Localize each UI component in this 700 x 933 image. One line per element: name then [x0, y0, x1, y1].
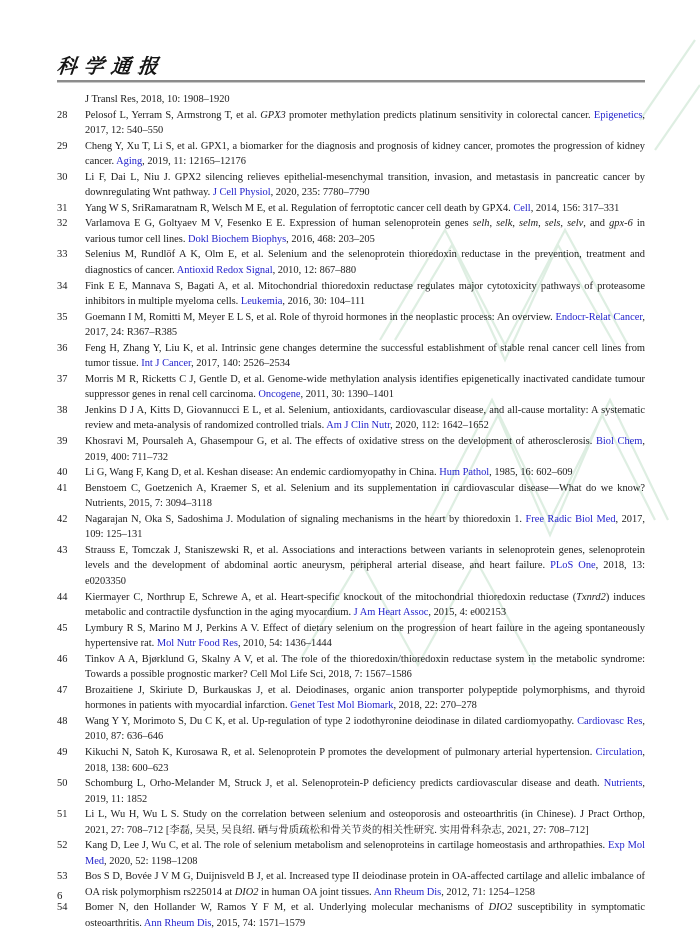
reference-item-39	[57, 434, 645, 465]
reference-item-54	[57, 900, 645, 931]
reference-segment: , 2020, 235: 7780–7790	[270, 187, 370, 199]
reference-item-51	[57, 807, 645, 838]
reference-segment: Kikuchi N, Satoh K, Kurosawa R, et al. Selenoprotein P promotes the development of pulmonary arterial hypertension.	[85, 746, 596, 758]
reference-text	[85, 838, 645, 869]
gene-name-italic: gpx-6	[609, 218, 633, 230]
reference-segment: promoter methylation predicts platinum sensitivity in colorectal cancer.	[285, 109, 594, 121]
reference-text	[85, 481, 645, 512]
reference-number: 38	[57, 404, 68, 416]
reference-segment: ,	[489, 218, 497, 230]
reference-segment: , 2017, 24: R367–R385	[85, 311, 645, 339]
reference-text	[85, 776, 645, 807]
reference-segment: Benstoem C, Goetzenich A, Kraemer S, et al. Selenium and its supplementation in cardiovascular disease—What do we know? Nutrients, 2015, 7: 3094–3118	[85, 482, 645, 510]
reference-number: 53	[57, 871, 68, 883]
journal-link[interactable]: PLoS One	[550, 560, 596, 572]
gene-name-italic: selh	[472, 218, 490, 230]
reference-item-29	[57, 139, 645, 170]
journal-link[interactable]: Hum Pathol	[439, 467, 490, 479]
journal-link[interactable]: Free Radic Biol Med	[525, 513, 616, 525]
reference-item-46	[57, 652, 645, 683]
reference-segment: Li G, Wang F, Kang D, et al. Keshan disease: An endemic cardiomyopathy in China.	[85, 467, 440, 479]
journal-link[interactable]: Dokl Biochem Biophys	[188, 233, 287, 245]
reference-text	[85, 714, 645, 745]
journal-link[interactable]: Int J Cancer	[141, 358, 192, 370]
journal-link[interactable]: Endocr-Relat Cancer	[555, 311, 643, 323]
journal-link[interactable]: Oncogene	[258, 389, 301, 401]
reference-segment: Fink E E, Mannava S, Bagati A, et al. Mitochondrial thioredoxin reductase regulates major cytotoxicity pathways of proteasome inhibitors in multiple myeloma cells.	[85, 280, 645, 308]
header-rule	[57, 80, 645, 83]
reference-segment: , 2015, 74: 1571–1579	[211, 917, 306, 929]
journal-link[interactable]: Antioxid Redox Signal	[176, 265, 273, 277]
reference-text	[85, 465, 645, 481]
journal-link[interactable]: Epigenetics	[593, 109, 643, 121]
reference-item-33	[57, 247, 645, 278]
reference-segment: Selenius M, Rundlöf A K, Olm E, et al. Selenium and the selenoprotein thioredoxin reductase in the prevention, treatment and diagnostics of cancer.	[85, 249, 645, 277]
journal-link[interactable]: Leukemia	[240, 296, 283, 308]
reference-segment: ,	[512, 218, 520, 230]
reference-item-42	[57, 512, 645, 543]
reference-segment: Kiermayer C, Northrup E, Schrewe A, et al. Heart-specific knockout of the mitochondrial thioredoxin reductase (	[85, 591, 577, 603]
reference-list	[57, 92, 645, 932]
reference-segment: , 2014, 156: 317–331	[530, 202, 620, 214]
reference-segment: Pelosof L, Yerram S, Armstrong T, et al.	[85, 109, 261, 121]
reference-number: 36	[57, 342, 68, 354]
reference-text	[85, 900, 645, 931]
reference-segment: Wang Y Y, Morimoto S, Du C K, et al. Up-regulation of type 2 iodothyronine deiodinase in dilated cardiomyopathy.	[85, 715, 578, 727]
reference-item-37	[57, 372, 645, 403]
reference-segment: , 2019, 11: 12165–12176	[142, 156, 246, 168]
reference-segment: , 2019, 400: 711–732	[85, 436, 645, 463]
journal-link[interactable]: Genet Test Mol Biomark	[290, 700, 394, 712]
reference-segment: , 2020, 112: 1642–1652	[390, 420, 489, 432]
reference-text	[85, 745, 645, 776]
reference-item-44	[57, 590, 645, 621]
gene-name-italic: selm	[519, 218, 539, 230]
reference-text	[85, 434, 645, 465]
reference-segment: in human OA joint tissues.	[258, 886, 374, 898]
reference-segment: , 2018, 138: 600–623	[85, 746, 645, 774]
gene-name-italic: selk	[496, 218, 513, 230]
reference-text	[85, 139, 645, 170]
journal-link[interactable]: J Am Heart Assoc	[353, 607, 429, 619]
reference-item-35	[57, 310, 645, 341]
gene-name-italic: DIO2	[488, 902, 513, 914]
reference-number: 40	[57, 467, 68, 479]
journal-link[interactable]: Am J Clin Nutr	[326, 420, 391, 432]
gene-name-italic: sels	[544, 218, 561, 230]
reference-number: 44	[57, 591, 68, 603]
journal-link[interactable]: Aging	[116, 156, 143, 168]
reference-number: 50	[57, 778, 68, 790]
reference-number: 30	[57, 171, 68, 183]
reference-segment: , 2017, 12: 540–550	[85, 109, 646, 137]
reference-item-49	[57, 745, 645, 776]
reference-segment: Li F, Dai L, Niu J. GPX2 silencing relieves epithelial-mesenchymal transition, invasion, and metastasis in pancreatic cancer by downregulating Wnt pathway.	[85, 171, 645, 199]
journal-link[interactable]: Nutrients	[603, 778, 643, 790]
gene-name-italic: Txnrd2	[576, 591, 606, 603]
reference-segment: , 2017, 109: 125–131	[85, 513, 645, 541]
reference-number: 37	[57, 373, 68, 385]
reference-item-53	[57, 869, 645, 900]
reference-text	[85, 92, 645, 108]
reference-segment: in various tumor cell lines.	[85, 218, 645, 245]
reference-text	[85, 403, 645, 434]
reference-segment: , 2010, 12: 867–880	[272, 265, 357, 277]
reference-item-50	[57, 776, 645, 807]
gene-name-italic: GPX3	[260, 109, 286, 121]
reference-text	[85, 279, 645, 310]
reference-segment: Morris M R, Ricketts C J, Gentle D, et al. Genome-wide methylation analysis identifies epigenetically inactivated candidate tumour suppressor genes in renal cell carcinoma.	[85, 373, 645, 401]
reference-segment: J Transl Res, 2018, 10: 1908–1920	[85, 94, 230, 105]
reference-segment: , and	[583, 218, 610, 230]
reference-number: 35	[57, 311, 68, 323]
gene-name-italic: DIO2	[234, 886, 259, 898]
reference-number: 41	[57, 482, 68, 494]
reference-segment: , 2017, 140: 2526–2534	[191, 358, 291, 370]
reference-number: 42	[57, 513, 68, 525]
reference-item-36	[57, 341, 645, 372]
reference-text	[85, 201, 645, 217]
reference-segment: Brozaitiene J, Skiriute D, Burkauskas J, et al. Deiodinases, organic anion transporter polypeptide polymorphisms, and thyroid hormones in patients with myocardial infarction.	[85, 684, 645, 712]
reference-number: 33	[57, 249, 68, 261]
reference-text	[85, 652, 645, 683]
reference-segment: Feng H, Zhang Y, Liu K, et al. Intrinsic gene changes determine the successful establishment of stable renal cancer cell lines from tumor tissue.	[85, 342, 645, 370]
reference-segment: , 2020, 52: 1198–1208	[104, 855, 198, 867]
reference-text	[85, 310, 645, 341]
journal-link[interactable]: Biol Chem	[595, 436, 643, 448]
gene-name-italic: selv	[567, 218, 584, 230]
reference-number: 52	[57, 840, 68, 852]
reference-number: 46	[57, 653, 68, 665]
reference-item-48	[57, 714, 645, 745]
reference-segment: Khosravi M, Poursaleh A, Ghasempour G, et al. The effects of oxidative stress on the development of atherosclerosis.	[85, 436, 596, 448]
reference-item-34	[57, 279, 645, 310]
reference-number: 34	[57, 280, 68, 292]
reference-segment: , 2018, 13: e0203350	[85, 560, 645, 587]
journal-link[interactable]: Ann Rheum Dis	[143, 917, 212, 929]
reference-text	[85, 683, 645, 714]
journal-link[interactable]: J Cell Physiol	[212, 187, 271, 199]
reference-segment: , 2016, 30: 104–111	[282, 296, 366, 308]
reference-segment: Jenkins D J A, Kitts D, Giovannucci E L, et al. Selenium, antioxidants, cardiovascular disease, and all-cause mortality: A systematic review and meta-analysis of randomized controlled trials.	[85, 404, 645, 432]
reference-item-52	[57, 838, 645, 869]
reference-segment: , 2010, 54: 1436–1444	[237, 638, 332, 650]
reference-item-41	[57, 481, 645, 512]
reference-number: 49	[57, 746, 68, 758]
reference-number: 51	[57, 809, 68, 821]
journal-link[interactable]: Cell	[513, 202, 531, 214]
reference-segment: Strauss E, Tomczak J, Staniszewski R, et al. Associations and interactions between variants in selenoprotein genes, selenoprotein levels and the development of abdominal aortic aneurysm, peripheral arterial disease, and heart failure.	[85, 544, 645, 572]
reference-text	[85, 108, 645, 139]
reference-number: 31	[57, 202, 68, 214]
reference-number: 28	[57, 109, 68, 121]
reference-segment: , 2016, 468: 203–205	[286, 233, 375, 245]
reference-segment: , 2019, 11: 1852	[85, 778, 645, 805]
reference-text	[85, 341, 645, 372]
reference-item-38	[57, 403, 645, 434]
reference-item-30	[57, 170, 645, 201]
reference-item-28	[57, 108, 645, 139]
reference-segment: Tinkov A A, Bjørklund G, Skalny A V, et al. The role of the thioredoxin/thioredoxin reductase system in the metabolic syndrome: Towards a possible prognostic marker? Cell Mol Life Sci, 2018, 7: 1567–1586	[85, 653, 645, 681]
reference-segment: ,	[538, 218, 545, 230]
reference-segment: Varlamova E G, Goltyaev M V, Fesenko E E. Expression of human selenoprotein genes	[85, 218, 473, 230]
reference-segment: , 2015, 4: e002153	[428, 607, 507, 619]
reference-number: 29	[57, 140, 68, 152]
reference-text	[85, 807, 645, 838]
reference-number: 32	[57, 218, 68, 230]
reference-text	[85, 372, 645, 403]
journal-link[interactable]: Exp Mol Med	[85, 840, 645, 867]
page-number: 6	[57, 890, 63, 902]
reference-number: 45	[57, 622, 68, 634]
reference-segment: Kang D, Lee J, Wu C, et al. The role of selenium metabolism and selenoproteins in cartilage homeostasis and arthropathies.	[85, 840, 609, 852]
reference-text	[85, 216, 645, 247]
reference-number: 54	[57, 902, 68, 914]
reference-segment: Cheng Y, Xu T, Li S, et al. GPX1, a biomarker for the diagnosis and prognosis of kidney cancer, promotes the progression of kidney cancer.	[85, 140, 645, 168]
reference-segment: Yang W S, SriRamaratnam R, Welsch M E, et al. Regulation of ferroptotic cancer cell death by GPX4.	[85, 202, 514, 214]
reference-text	[85, 869, 645, 900]
reference-segment: ,	[560, 218, 568, 230]
reference-segment: ) induces metabolic and contractile dysfunction in the aging myocardium.	[85, 591, 645, 619]
reference-text	[85, 543, 645, 590]
reference-segment: Bos S D, Bovée J V M G, Duijnisveld B J, et al. Increased type II deiodinase protein in OA-affected cartilage and allelic imbalance of OA risk polymorphism rs225014 at	[85, 871, 645, 898]
journal-link[interactable]: Mol Nutr Food Res	[156, 638, 238, 650]
journal-link[interactable]: Ann Rheum Dis	[373, 886, 442, 898]
reference-item-40	[57, 465, 645, 481]
reference-number: 39	[57, 436, 68, 448]
journal-link[interactable]: Circulation	[595, 746, 643, 758]
reference-segment: Bomer N, den Hollander W, Ramos Y F M, et al. Underlying molecular mechanisms of	[85, 902, 489, 914]
reference-segment: susceptibility in symptomatic osteoarthritis.	[85, 902, 645, 929]
reference-segment: , 2011, 30: 1390–1401	[300, 389, 394, 401]
reference-text	[85, 170, 645, 201]
reference-segment: Nagarajan N, Oka S, Sadoshima J. Modulation of signaling mechanisms in the heart by thioredoxin 1.	[85, 513, 526, 525]
reference-segment: , 2010, 87: 636–646	[85, 715, 645, 743]
reference-segment: , 2012, 71: 1254–1258	[441, 886, 535, 898]
reference-item-32	[57, 216, 645, 247]
reference-item-47	[57, 683, 645, 714]
journal-logo: 科学通报	[55, 56, 166, 78]
reference-item-31	[57, 201, 645, 217]
reference-number: 47	[57, 684, 68, 696]
reference-text	[85, 621, 645, 652]
reference-segment: Goemann I M, Romitti M, Meyer E L S, et al. Role of thyroid hormones in the neoplastic process: An overview.	[85, 311, 556, 323]
reference-segment: Schomburg L, Orho-Melander M, Struck J, et al. Selenoprotein-P deficiency predicts cardiovascular disease and death.	[85, 778, 604, 790]
reference-number: 43	[57, 544, 68, 556]
reference-text	[85, 590, 645, 621]
reference-segment: , 2018, 22: 270–278	[393, 700, 477, 712]
journal-link[interactable]: Cardiovasc Res	[577, 715, 643, 727]
reference-segment: , 1985, 16: 602–609	[489, 467, 573, 479]
reference-item-45	[57, 621, 645, 652]
reference-text	[85, 247, 645, 278]
reference-item-43	[57, 543, 645, 590]
reference-segment: Lymbury R S, Marino M J, Perkins A V. Effect of dietary selenium on the progression of heart failure in the ageing spontaneously hypertensive rat.	[85, 622, 645, 650]
reference-segment: Li L, Wu H, Wu L S. Study on the correlation between selenium and osteoporosis and osteoarthritis (in Chinese). J Pract Orthop, 2021, 27: 708–712 [李磊, 吴昊, 吴良绍. 硒与骨质疏松和骨关节炎的相关性研究. 实用骨科杂志, 2021, 27: 708–712]	[85, 809, 645, 836]
reference-continuation	[57, 92, 645, 108]
reference-text	[85, 512, 645, 543]
reference-number: 48	[57, 715, 68, 727]
